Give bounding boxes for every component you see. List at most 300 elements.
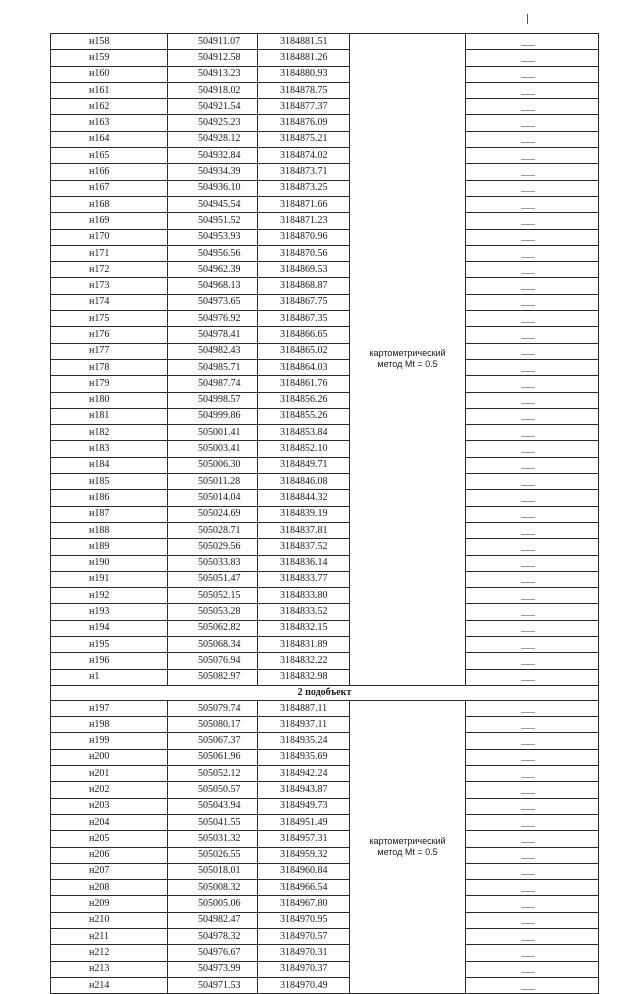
accuracy-cell [466,262,599,278]
dash-mark [521,842,535,843]
dash-mark [521,712,535,713]
x-coordinate-cell: 504987.74 [168,376,258,392]
x-coordinate-cell: 504956.56 [168,245,258,261]
y-coordinate-cell: 3184970.95 [258,912,350,928]
x-coordinate-cell: 504921.54 [168,99,258,115]
table-row [51,425,599,441]
accuracy-cell [466,669,599,685]
table-row [51,50,599,66]
y-coordinate-cell: 3184837.81 [258,522,350,538]
table-row [51,977,599,993]
y-coordinate-cell: 3184871.23 [258,213,350,229]
dash-mark [521,582,535,583]
dash-mark [521,61,535,62]
point-id-cell: н179 [51,376,168,392]
x-coordinate-cell: 505026.55 [168,847,258,863]
dash-mark [521,126,535,127]
y-coordinate-cell: 3184855.26 [258,408,350,424]
point-id-cell: н186 [51,490,168,506]
y-coordinate-cell: 3184878.75 [258,82,350,98]
dash-mark [521,680,535,681]
point-id-cell: н202 [51,782,168,798]
dash-mark [521,517,535,518]
accuracy-cell [466,34,599,50]
point-id-cell: н159 [51,50,168,66]
dash-mark [521,468,535,469]
accuracy-cell [466,474,599,490]
point-id-cell: н190 [51,555,168,571]
y-coordinate-cell: 3184831.89 [258,636,350,652]
accuracy-cell [466,392,599,408]
point-id-cell: н187 [51,506,168,522]
point-id-cell: н163 [51,115,168,131]
y-coordinate-cell: 3184861.76 [258,376,350,392]
table-row [51,441,599,457]
y-coordinate-cell: 3184942.24 [258,766,350,782]
y-coordinate-cell: 3184951.49 [258,814,350,830]
x-coordinate-cell: 505001.41 [168,425,258,441]
x-coordinate-cell: 505008.32 [168,880,258,896]
accuracy-cell [466,588,599,604]
x-coordinate-cell: 505062.82 [168,620,258,636]
point-id-cell: н158 [51,34,168,50]
y-coordinate-cell: 3184849.71 [258,457,350,473]
table-row [51,490,599,506]
table-row [51,604,599,620]
dash-mark [521,777,535,778]
accuracy-cell [466,896,599,912]
table-row [51,766,599,782]
x-coordinate-cell: 505033.83 [168,555,258,571]
x-coordinate-cell: 505029.56 [168,539,258,555]
accuracy-cell [466,229,599,245]
dash-mark [521,110,535,111]
accuracy-cell [466,82,599,98]
x-coordinate-cell: 504976.92 [168,311,258,327]
dash-mark [521,858,535,859]
accuracy-cell [466,636,599,652]
y-coordinate-cell: 3184881.51 [258,34,350,50]
accuracy-cell [466,929,599,945]
y-coordinate-cell: 3184970.57 [258,929,350,945]
table-row [51,115,599,131]
y-coordinate-cell: 3184937.11 [258,717,350,733]
accuracy-cell [466,408,599,424]
dash-mark [521,240,535,241]
table-row [51,636,599,652]
table-row [51,588,599,604]
dash-mark [521,664,535,665]
point-id-cell: н198 [51,717,168,733]
point-id-cell: н191 [51,571,168,587]
x-coordinate-cell: 505082.97 [168,669,258,685]
x-coordinate-cell: 505005.06 [168,896,258,912]
x-coordinate-cell: 504918.02 [168,82,258,98]
x-coordinate-cell: 504928.12 [168,131,258,147]
accuracy-cell [466,717,599,733]
table-row [51,522,599,538]
table-row [51,555,599,571]
table-row [51,408,599,424]
y-coordinate-cell: 3184832.22 [258,653,350,669]
point-id-cell: н185 [51,474,168,490]
table-row [51,311,599,327]
dash-mark [521,631,535,632]
scan-mark [527,14,528,24]
y-coordinate-cell: 3184960.84 [258,863,350,879]
dash-mark [521,436,535,437]
point-id-cell: н200 [51,749,168,765]
x-coordinate-cell: 505053.28 [168,604,258,620]
point-id-cell: н193 [51,604,168,620]
accuracy-cell [466,798,599,814]
accuracy-cell [466,847,599,863]
y-coordinate-cell: 3184875.21 [258,131,350,147]
table-row [51,929,599,945]
y-coordinate-cell: 3184856.26 [258,392,350,408]
y-coordinate-cell: 3184867.35 [258,311,350,327]
table-row [51,180,599,196]
x-coordinate-cell: 505028.71 [168,522,258,538]
table-row [51,847,599,863]
point-id-cell: н169 [51,213,168,229]
accuracy-cell [466,604,599,620]
table-row [51,196,599,212]
point-id-cell: н170 [51,229,168,245]
accuracy-cell [466,164,599,180]
point-id-cell: н180 [51,392,168,408]
dash-mark [521,94,535,95]
y-coordinate-cell: 3184887.11 [258,700,350,716]
point-id-cell: н173 [51,278,168,294]
accuracy-cell [466,50,599,66]
dash-mark [521,615,535,616]
table-row [51,474,599,490]
x-coordinate-cell: 505018.01 [168,863,258,879]
table-row [51,880,599,896]
x-coordinate-cell: 504982.43 [168,343,258,359]
y-coordinate-cell: 3184935.69 [258,749,350,765]
point-id-cell: н181 [51,408,168,424]
y-coordinate-cell: 3184833.52 [258,604,350,620]
dash-mark [521,77,535,78]
dash-mark [521,599,535,600]
dash-mark [521,891,535,892]
dash-mark [521,760,535,761]
dash-mark [521,728,535,729]
point-id-cell: н212 [51,945,168,961]
accuracy-cell [466,961,599,977]
y-coordinate-cell: 3184876.09 [258,115,350,131]
accuracy-cell [466,148,599,164]
dash-mark [521,826,535,827]
table-row [51,213,599,229]
y-coordinate-cell: 3184866.65 [258,327,350,343]
y-coordinate-cell: 3184832.98 [258,669,350,685]
dash-mark [521,142,535,143]
dash-mark [521,419,535,420]
x-coordinate-cell: 505043.94 [168,798,258,814]
table-row [51,245,599,261]
dash-mark [521,972,535,973]
dash-mark [521,257,535,258]
table-row [51,912,599,928]
dash-mark [521,224,535,225]
subobject-title: 2 подобъект [51,685,599,700]
subobject-header-row [51,685,599,700]
y-coordinate-cell: 3184865.02 [258,343,350,359]
table-row [51,278,599,294]
accuracy-cell [466,311,599,327]
x-coordinate-cell: 504999.86 [168,408,258,424]
y-coordinate-cell: 3184967.80 [258,896,350,912]
table-row [51,571,599,587]
dash-mark [521,273,535,274]
point-id-cell: н192 [51,588,168,604]
table-row [51,262,599,278]
x-coordinate-cell: 504953.93 [168,229,258,245]
dash-mark [521,208,535,209]
point-id-cell: н207 [51,863,168,879]
y-coordinate-cell: 3184943.87 [258,782,350,798]
x-coordinate-cell: 505076.94 [168,653,258,669]
point-id-cell: н165 [51,148,168,164]
dash-mark [521,809,535,810]
table-row [51,700,599,716]
point-id-cell: н161 [51,82,168,98]
x-coordinate-cell: 505011.28 [168,474,258,490]
x-coordinate-cell: 504936.10 [168,180,258,196]
table-row [51,669,599,685]
y-coordinate-cell: 3184868.87 [258,278,350,294]
x-coordinate-cell: 505050.57 [168,782,258,798]
dash-mark [521,338,535,339]
accuracy-cell [466,831,599,847]
point-id-cell: н176 [51,327,168,343]
table-row [51,539,599,555]
point-id-cell: н172 [51,262,168,278]
dash-mark [521,874,535,875]
accuracy-cell [466,700,599,716]
y-coordinate-cell: 3184880.93 [258,66,350,82]
accuracy-cell [466,863,599,879]
point-id-cell: н196 [51,653,168,669]
accuracy-cell [466,457,599,473]
table-row [51,814,599,830]
table-row [51,733,599,749]
y-coordinate-cell: 3184877.37 [258,99,350,115]
x-coordinate-cell: 504985.71 [168,359,258,375]
point-id-cell: н189 [51,539,168,555]
y-coordinate-cell: 3184870.96 [258,229,350,245]
dash-mark [521,501,535,502]
accuracy-cell [466,425,599,441]
point-id-cell: н211 [51,929,168,945]
x-coordinate-cell: 504973.99 [168,961,258,977]
accuracy-cell [466,131,599,147]
x-coordinate-cell: 505052.15 [168,588,258,604]
x-coordinate-cell: 505067.37 [168,733,258,749]
y-coordinate-cell: 3184959.32 [258,847,350,863]
y-coordinate-cell: 3184832.15 [258,620,350,636]
coordinates-table [50,33,599,994]
y-coordinate-cell: 3184836.14 [258,555,350,571]
accuracy-cell [466,522,599,538]
y-coordinate-cell: 3184844.32 [258,490,350,506]
y-coordinate-cell: 3184864.03 [258,359,350,375]
y-coordinate-cell: 3184839.19 [258,506,350,522]
y-coordinate-cell: 3184935.24 [258,733,350,749]
method-cell: картометрический метод Mt = 0.5 [350,34,466,686]
x-coordinate-cell: 505014.04 [168,490,258,506]
x-coordinate-cell: 504932.84 [168,148,258,164]
table-row [51,863,599,879]
table-row [51,82,599,98]
point-id-cell: н183 [51,441,168,457]
dash-mark [521,45,535,46]
x-coordinate-cell: 505080.17 [168,717,258,733]
accuracy-cell [466,196,599,212]
x-coordinate-cell: 505024.69 [168,506,258,522]
dash-mark [521,907,535,908]
x-coordinate-cell: 504912.58 [168,50,258,66]
accuracy-cell [466,733,599,749]
point-id-cell: н188 [51,522,168,538]
x-coordinate-cell: 505061.96 [168,749,258,765]
table-row [51,359,599,375]
table-row [51,66,599,82]
y-coordinate-cell: 3184873.71 [258,164,350,180]
accuracy-cell [466,506,599,522]
x-coordinate-cell: 505031.32 [168,831,258,847]
accuracy-cell [466,555,599,571]
x-coordinate-cell: 504945.54 [168,196,258,212]
accuracy-cell [466,749,599,765]
dash-mark [521,289,535,290]
accuracy-cell [466,343,599,359]
table-row [51,831,599,847]
point-id-cell: н213 [51,961,168,977]
point-id-cell: н194 [51,620,168,636]
table-row [51,99,599,115]
y-coordinate-cell: 3184853.84 [258,425,350,441]
x-coordinate-cell: 504962.39 [168,262,258,278]
table-row [51,392,599,408]
accuracy-cell [466,213,599,229]
y-coordinate-cell: 3184837.52 [258,539,350,555]
x-coordinate-cell: 505079.74 [168,700,258,716]
y-coordinate-cell: 3184867.75 [258,294,350,310]
table-row [51,961,599,977]
point-id-cell: н166 [51,164,168,180]
dash-mark [521,923,535,924]
point-id-cell: н206 [51,847,168,863]
y-coordinate-cell: 3184846.08 [258,474,350,490]
x-coordinate-cell: 504976.67 [168,945,258,961]
table-row [51,164,599,180]
accuracy-cell [466,441,599,457]
y-coordinate-cell: 3184874.02 [258,148,350,164]
table-row [51,457,599,473]
dash-mark [521,793,535,794]
y-coordinate-cell: 3184873.25 [258,180,350,196]
point-id-cell: н205 [51,831,168,847]
table-row [51,798,599,814]
x-coordinate-cell: 504913.23 [168,66,258,82]
dash-mark [521,387,535,388]
accuracy-cell [466,912,599,928]
table-row [51,717,599,733]
table-row [51,376,599,392]
y-coordinate-cell: 3184970.37 [258,961,350,977]
dash-mark [521,159,535,160]
x-coordinate-cell: 504978.32 [168,929,258,945]
y-coordinate-cell: 3184852.10 [258,441,350,457]
x-coordinate-cell: 505051.47 [168,571,258,587]
accuracy-cell [466,490,599,506]
point-id-cell: н175 [51,311,168,327]
dash-mark [521,403,535,404]
point-id-cell: н208 [51,880,168,896]
dash-mark [521,485,535,486]
point-id-cell: н214 [51,977,168,993]
accuracy-cell [466,245,599,261]
table-row [51,945,599,961]
x-coordinate-cell: 504968.13 [168,278,258,294]
dash-mark [521,175,535,176]
table-row [51,229,599,245]
point-id-cell: н195 [51,636,168,652]
x-coordinate-cell: 504925.23 [168,115,258,131]
method-cell: картометрический метод Mt = 0.5 [350,700,466,993]
y-coordinate-cell: 3184869.53 [258,262,350,278]
point-id-cell: н162 [51,99,168,115]
table-row [51,343,599,359]
accuracy-cell [466,99,599,115]
dash-mark [521,956,535,957]
y-coordinate-cell: 3184957.31 [258,831,350,847]
accuracy-cell [466,66,599,82]
dash-mark [521,322,535,323]
x-coordinate-cell: 504934.39 [168,164,258,180]
table-row [51,34,599,50]
accuracy-cell [466,945,599,961]
y-coordinate-cell: 3184833.77 [258,571,350,587]
point-id-cell: н178 [51,359,168,375]
table-row [51,294,599,310]
point-id-cell: н182 [51,425,168,441]
accuracy-cell [466,977,599,993]
x-coordinate-cell: 504978.41 [168,327,258,343]
x-coordinate-cell: 505041.55 [168,814,258,830]
point-id-cell: н201 [51,766,168,782]
x-coordinate-cell: 504973.65 [168,294,258,310]
table-row [51,896,599,912]
x-coordinate-cell: 504971.53 [168,977,258,993]
dash-mark [521,191,535,192]
point-id-cell: н177 [51,343,168,359]
point-id-cell: н1 [51,669,168,685]
table-row [51,620,599,636]
point-id-cell: н204 [51,814,168,830]
x-coordinate-cell: 504998.57 [168,392,258,408]
accuracy-cell [466,327,599,343]
accuracy-cell [466,653,599,669]
dash-mark [521,940,535,941]
dash-mark [521,648,535,649]
accuracy-cell [466,620,599,636]
table-row [51,327,599,343]
